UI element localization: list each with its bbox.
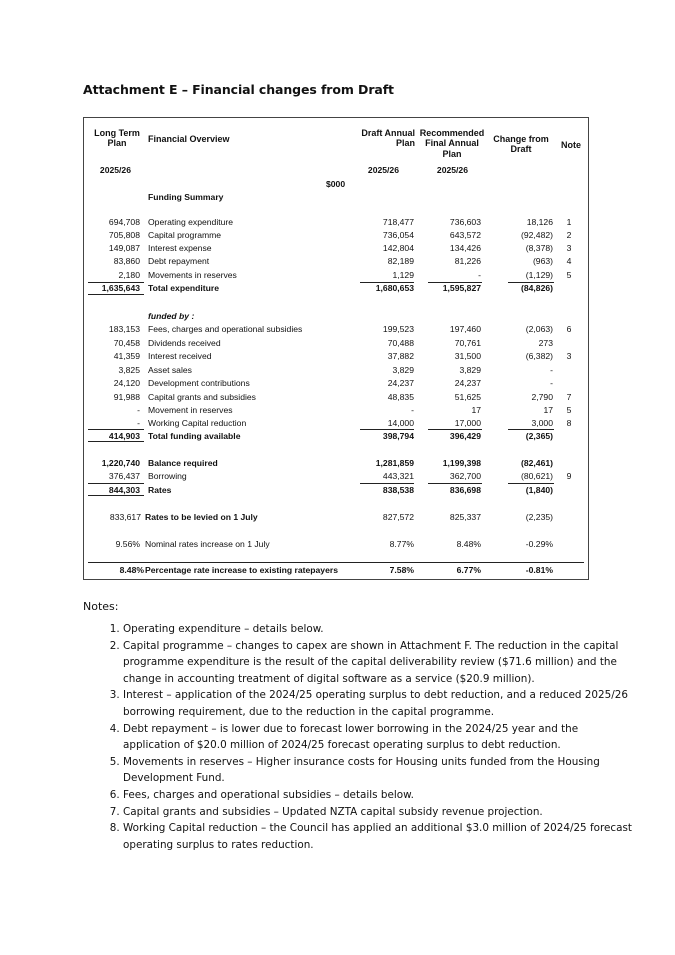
note-item: 7. Capital grants and subsidies – Updated NZTA capital subsidy revenue projection. <box>123 804 633 821</box>
cell-final: 51,625 <box>454 392 481 402</box>
cell-label: Total funding available <box>148 431 241 441</box>
note-item: 4. Debt repayment – is lower due to forecast lower borrowing in the 2024/25 year and the application of $20.0 million of 2024/25 forecast operating surplus to debt reduction. <box>123 721 633 754</box>
header-note: Note <box>561 140 581 150</box>
cell-note: 7 <box>566 392 572 402</box>
cell-draft: 398,794 <box>382 431 414 441</box>
cell-final: 17,000 <box>454 418 481 428</box>
cell-final: 836,698 <box>449 485 481 495</box>
cell-final: 825,337 <box>449 512 481 522</box>
cell-change: 2,790 <box>531 392 553 402</box>
year-draft: 2025/26 <box>367 165 399 175</box>
rule-draft-expenditure <box>360 282 414 283</box>
cell-change: -0.29% <box>525 539 553 549</box>
cell-draft: 718,477 <box>382 217 414 227</box>
cell-final: 134,426 <box>449 243 481 253</box>
cell-label: Interest expense <box>148 243 212 253</box>
cell-long-term-plan: 41,359 <box>113 351 140 361</box>
cell-long-term-plan: 83,860 <box>113 256 140 266</box>
cell-change: - <box>550 378 553 388</box>
funding-summary-heading: Funding Summary <box>148 192 224 202</box>
note-item: 6. Fees, charges and operational subsidies – details below. <box>123 787 633 804</box>
cell-change: (963) <box>532 256 553 266</box>
cell-final: 1,595,827 <box>442 283 481 293</box>
cell-final: 24,237 <box>454 378 481 388</box>
cell-label: Movements in reserves <box>148 270 237 280</box>
cell-final: 396,429 <box>449 431 481 441</box>
cell-final: - <box>478 270 481 280</box>
cell-draft: 142,804 <box>382 243 414 253</box>
cell-long-term-plan: 8.48% <box>119 565 144 575</box>
cell-long-term-plan: - <box>137 405 140 415</box>
cell-label: Dividends received <box>148 338 221 348</box>
year-final: 2025/26 <box>436 165 468 175</box>
notes-label: Notes: <box>83 600 119 613</box>
cell-long-term-plan: 376,437 <box>108 471 140 481</box>
cell-note: 8 <box>566 418 572 428</box>
cell-label: Rates <box>148 485 172 495</box>
cell-change: - <box>550 365 553 375</box>
rule-ltp-rates-bottom <box>88 495 144 496</box>
cell-draft: 199,523 <box>382 324 414 334</box>
cell-draft: 736,054 <box>382 230 414 240</box>
cell-final: 8.48% <box>456 539 481 549</box>
cell-final: 736,603 <box>449 217 481 227</box>
cell-note: 6 <box>566 324 572 334</box>
cell-label: Operating expenditure <box>148 217 234 227</box>
cell-label: Movement in reserves <box>148 405 233 415</box>
units-label: $000 <box>326 179 346 189</box>
cell-long-term-plan: 149,087 <box>108 243 140 253</box>
cell-change: (84,826) <box>520 283 553 293</box>
cell-note: 1 <box>566 217 572 227</box>
rule-final-separator <box>88 562 584 563</box>
rule-final-expenditure <box>428 282 482 283</box>
notes-list <box>83 621 633 853</box>
header-long-term-plan: Long Term Plan <box>94 128 140 149</box>
cell-long-term-plan: 2,180 <box>118 270 140 280</box>
cell-label: Percentage rate increase to existing ratepayers <box>145 565 338 575</box>
cell-long-term-plan: 91,988 <box>113 392 140 402</box>
cell-label: Borrowing <box>148 471 187 481</box>
cell-long-term-plan: 694,708 <box>108 217 140 227</box>
note-item: 8. Working Capital reduction – the Council has applied an additional $3.0 million of 2024/25 forecast operating surplus to rates reduction. <box>123 820 633 853</box>
cell-change: 273 <box>538 338 553 348</box>
cell-label: Interest received <box>148 351 212 361</box>
cell-draft: 827,572 <box>382 512 414 522</box>
cell-label: Balance required <box>148 458 218 468</box>
note-item: 1. Operating expenditure – details below. <box>123 621 633 638</box>
cell-long-term-plan: 1,220,740 <box>101 458 140 468</box>
cell-draft: 37,882 <box>387 351 414 361</box>
rule-change-expenditure <box>508 282 554 283</box>
cell-draft: 7.58% <box>389 565 414 575</box>
rule-ltp-expenditure <box>88 282 144 283</box>
cell-change: (82,461) <box>520 458 553 468</box>
rule-final-borrowing <box>428 483 482 484</box>
cell-long-term-plan: 9.56% <box>115 539 140 549</box>
cell-draft: 1,281,859 <box>375 458 414 468</box>
cell-final: 81,226 <box>454 256 481 266</box>
cell-draft: 70,488 <box>387 338 414 348</box>
cell-long-term-plan: 414,903 <box>108 431 140 441</box>
cell-draft: 24,237 <box>387 378 414 388</box>
cell-draft: 14,000 <box>387 418 414 428</box>
cell-label: Debt repayment <box>148 256 210 266</box>
cell-label: Working Capital reduction <box>148 418 247 428</box>
cell-draft: 8.77% <box>389 539 414 549</box>
cell-change: (92,482) <box>520 230 553 240</box>
cell-label: Nominal rates increase on 1 July <box>145 539 270 549</box>
cell-change: (2,235) <box>525 512 553 522</box>
cell-note: 2 <box>566 230 572 240</box>
cell-note: 3 <box>566 243 572 253</box>
page-title: Attachment E – Financial changes from Draft <box>83 82 394 97</box>
cell-long-term-plan: 3,825 <box>118 365 140 375</box>
rule-ltp-borrowing <box>88 483 144 484</box>
rule-final-funding <box>428 429 482 430</box>
cell-final: 1,199,398 <box>442 458 481 468</box>
cell-note: 4 <box>566 256 572 266</box>
cell-note: 9 <box>566 471 572 481</box>
note-item: 2. Capital programme – changes to capex are shown in Attachment F. The reduction in the capital programme expenditure is the result of the capital deliverability review ($71.6 million) and the change in accounting treatment of digital software as a service ($20.9 million). <box>123 638 633 688</box>
cell-long-term-plan: 70,458 <box>113 338 140 348</box>
cell-change: (2,365) <box>525 431 553 441</box>
rule-ltp-funding <box>88 429 144 430</box>
cell-change: 17 <box>543 405 553 415</box>
cell-long-term-plan: 24,120 <box>113 378 140 388</box>
cell-label: Rates to be levied on 1 July <box>145 512 258 522</box>
cell-change: 18,126 <box>526 217 553 227</box>
cell-draft: 48,835 <box>387 392 414 402</box>
header-change-from-draft: Change from Draft <box>493 134 549 155</box>
cell-long-term-plan: 844,303 <box>108 485 140 495</box>
header-final-annual-plan: Recommended Final Annual Plan <box>419 128 485 159</box>
cell-draft: 443,321 <box>382 471 414 481</box>
cell-long-term-plan: 1,635,643 <box>101 283 140 293</box>
cell-draft: 3,829 <box>392 365 414 375</box>
cell-change: (2,063) <box>525 324 553 334</box>
cell-final: 3,829 <box>459 365 481 375</box>
cell-final: 31,500 <box>454 351 481 361</box>
cell-long-term-plan: 833,617 <box>109 512 141 522</box>
cell-final: 197,460 <box>449 324 481 334</box>
rule-draft-borrowing <box>360 483 414 484</box>
cell-change: -0.81% <box>525 565 553 575</box>
cell-label: Development contributions <box>148 378 250 388</box>
cell-long-term-plan: - <box>137 418 140 428</box>
rule-ltp-expenditure-bottom <box>88 294 144 295</box>
cell-change: (8,378) <box>525 243 553 253</box>
note-item: 3. Interest – application of the 2024/25 operating surplus to debt reduction, and a reduced 2025/26 borrowing requirement, due to the reduction in the capital programme. <box>123 687 633 720</box>
cell-label: Total expenditure <box>148 283 219 293</box>
cell-label: Capital programme <box>148 230 222 240</box>
cell-label: Asset sales <box>148 365 192 375</box>
cell-final: 17 <box>471 405 481 415</box>
cell-draft: 82,189 <box>387 256 414 266</box>
cell-draft: - <box>411 405 414 415</box>
cell-final: 643,572 <box>449 230 481 240</box>
rule-ltp-funding-bottom <box>88 441 144 442</box>
rule-change-borrowing <box>508 483 554 484</box>
cell-draft: 838,538 <box>382 485 414 495</box>
year-ltp: 2025/26 <box>99 165 131 175</box>
funded-by-heading: funded by : <box>148 311 195 321</box>
cell-label: Fees, charges and operational subsidies <box>148 324 303 334</box>
note-item: 5. Movements in reserves – Higher insurance costs for Housing units funded from the Housing Development Fund. <box>123 754 633 787</box>
cell-change: (1,840) <box>525 485 553 495</box>
cell-long-term-plan: 705,808 <box>108 230 140 240</box>
cell-long-term-plan: 183,153 <box>108 324 140 334</box>
cell-final: 6.77% <box>456 565 481 575</box>
cell-note: 5 <box>566 405 572 415</box>
cell-change: (1,129) <box>525 270 553 280</box>
rule-draft-funding <box>360 429 414 430</box>
cell-final: 70,761 <box>454 338 481 348</box>
cell-note: 5 <box>566 270 572 280</box>
rule-change-funding <box>508 429 554 430</box>
cell-label: Capital grants and subsidies <box>148 392 256 402</box>
cell-change: 3,000 <box>531 418 553 428</box>
cell-draft: 1,129 <box>392 270 414 280</box>
header-draft-annual-plan: Draft Annual Plan <box>361 128 415 149</box>
header-financial-overview: Financial Overview <box>148 134 230 144</box>
cell-note: 3 <box>566 351 572 361</box>
cell-draft: 1,680,653 <box>375 283 414 293</box>
cell-change: (6,382) <box>525 351 553 361</box>
cell-change: (80,621) <box>520 471 553 481</box>
cell-final: 362,700 <box>449 471 481 481</box>
